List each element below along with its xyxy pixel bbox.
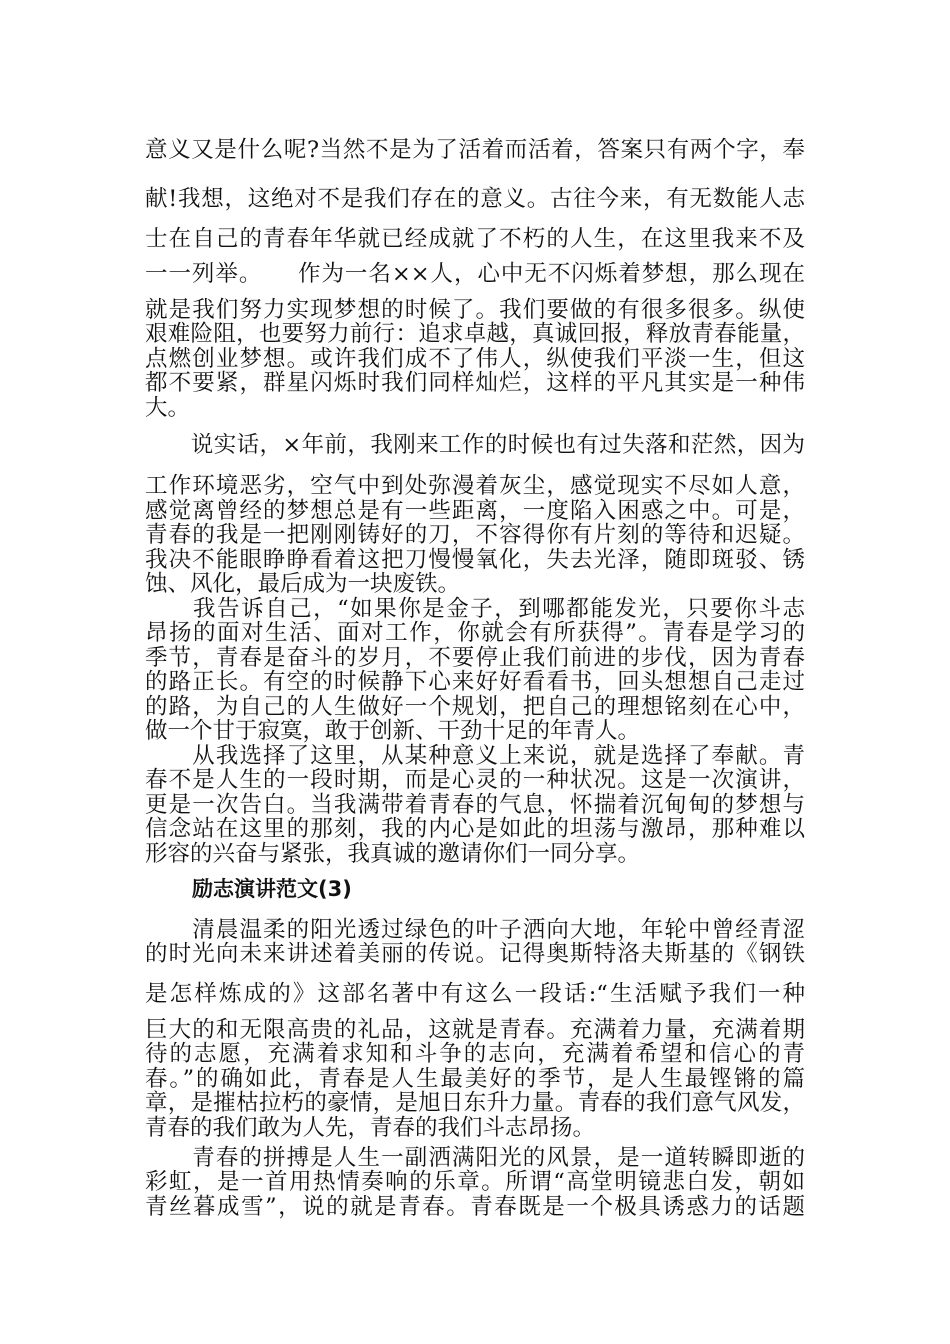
text-line: 的路，为自己的人生做好一个规划，把自己的理想铭刻在心中， [145,694,805,720]
text-line: 艰难险阻，也要努力前行：追求卓越，真诚回报，释放青春能量， [145,321,805,347]
text-line: 信念站在这里的那刻，我的内心是如此的坦荡与激昂，那种难以 [145,816,805,842]
text-line: 我告诉自己，“如果你是金子，到哪都能发光，只要你斗志 [145,596,805,622]
text-line: 巨大的和无限高贵的礼品，这就是青春。充满着力量，充满着期 [145,1017,805,1043]
text-line: 清晨温柔的阳光透过绿色的叶子洒向大地，年轮中曾经青涩 [145,917,805,943]
text-line: 青春的我们敢为人先，青春的我们斗志昂扬。 [145,1115,596,1141]
text-line: 一一列举。 作为一名××人，心中无不闪烁着梦想，那么现在 [145,261,805,287]
text-line: 我决不能眼睁睁看着这把刀慢慢氧化，失去光泽，随即斑驳、锈 [145,547,805,573]
text-line: 待的志愿，充满着求知和斗争的志向，充满着希望和信心的青 [145,1041,805,1067]
text-line: 的路正长。有空的时候静下心来好好看看书，回头想想自己走过 [145,669,805,695]
text-line: 蚀、风化，最后成为一块废铁。 [145,571,461,597]
text-line: 青丝暮成雪”，说的就是青春。青春既是一个极具诱惑力的话题 [145,1194,805,1220]
text-line: 说实话，×年前，我刚来工作的时候也有过失落和茫然，因为 [145,432,805,458]
text-line: 大。 [145,395,191,421]
text-line: 士在自己的青春年华就已经成就了不朽的人生，在这里我来不及 [145,226,805,252]
text-line: 昂扬的面对生活、面对工作，你就会有所获得”。青春是学习的 [145,620,805,646]
text-line: 感觉离曾经的梦想总是有一些距离，一度陷入困惑之中。可是， [145,498,805,524]
text-line: 都不要紧，群星闪烁时我们同样灿烂，这样的平凡其实是一种伟 [145,370,805,396]
text-line: 形容的兴奋与紧张，我真诚的邀请你们一同分享。 [145,841,641,867]
text-line: 章，是摧枯拉朽的豪情，是旭日东升力量。青春的我们意气风发， [145,1090,805,1116]
text-line: 青春的拼搏是人生一副洒满阳光的风景，是一道转瞬即逝的 [145,1145,805,1171]
text-line: 春不是人生的一段时期，而是心灵的一种状况。这是一次演讲， [145,767,805,793]
text-line: 更是一次告白。当我满带着青春的气息，怀揣着沉甸甸的梦想与 [145,792,805,818]
text-line: 从我选择了这里，从某种意义上来说，就是选择了奉献。青 [145,743,805,769]
text-line: 做一个甘于寂寞，敢于创新、干劲十足的年青人。 [145,718,641,744]
text-line: 点燃创业梦想。或许我们成不了伟人，纵使我们平淡一生，但这 [145,346,805,372]
text-line: 意义又是什么呢?当然不是为了活着而活着，答案只有两个字，奉 [145,137,805,163]
text-line: 季节，青春是奋斗的岁月，不要停止我们前进的步伐，因为青春 [145,645,805,671]
text-line: 是怎样炼成的》这部名著中有这么一段话:“生活赋予我们一种 [145,981,805,1007]
section-heading: 励志演讲范文(3) [192,877,352,901]
text-line: 献!我想，这绝对不是我们存在的意义。古往今来，有无数能人志 [145,186,805,212]
text-line: 工作环境恶劣，空气中到处弥漫着灰尘，感觉现实不尽如人意， [145,473,805,499]
text-line: 春。”的确如此，青春是人生最美好的季节，是人生最铿锵的篇 [145,1066,805,1092]
text-line: 就是我们努力实现梦想的时候了。我们要做的有很多很多。纵使 [145,297,805,323]
text-line: 彩虹，是一首用热情奏响的乐章。所谓“高堂明镜悲白发，朝如 [145,1169,805,1195]
text-line: 青春的我是一把刚刚铸好的刀，不容得你有片刻的等待和迟疑。 [145,522,805,548]
text-line: 的时光向未来讲述着美丽的传说。记得奥斯特洛夫斯基的《钢铁 [145,941,805,967]
